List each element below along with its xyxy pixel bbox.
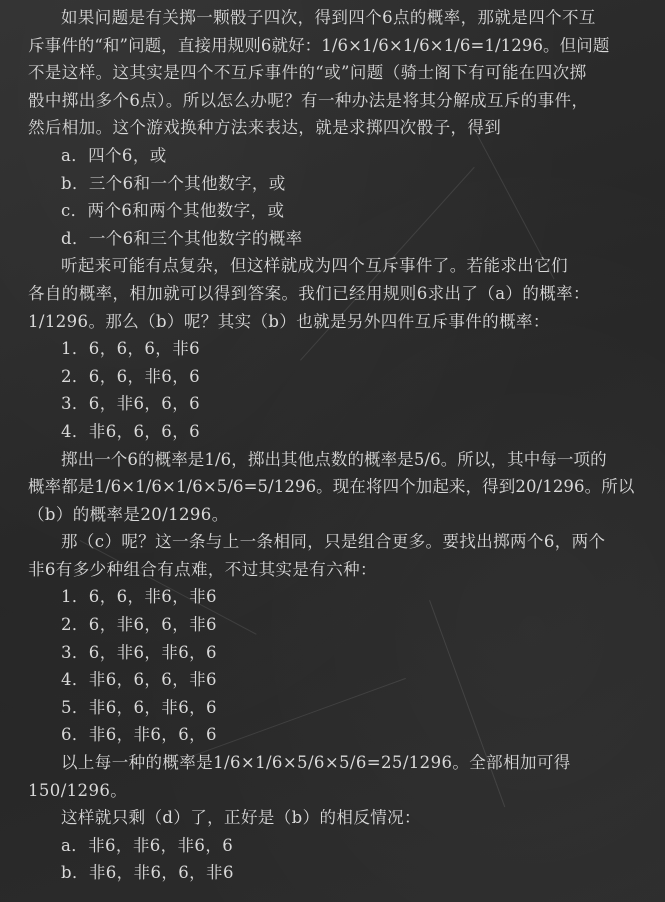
text-line: 150/1296。 [28,780,128,800]
list-item: 3．6，非6，非6，6 [61,642,217,662]
text-line: 概率都是1/6×1/6×1/6×5/6=5/1296。现在将四个加起来，得到20/1296。所以 [28,477,635,497]
text-line: 然后相加。这个游戏换种方法来表达，就是求掷四次骰子，得到 [28,118,502,138]
text-line: 如果问题是有关掷一颗骰子四次，得到四个6点的概率，那就是四个不互 [61,8,596,27]
list-item: 5．非6，6，非6，6 [61,697,217,717]
list-item: 4．非6，6，6，非6 [61,670,217,690]
list-item: a．非6，非6，非6，6 [61,835,234,855]
text-line: 这样就只剩（d）了，正好是（b）的相反情况： [61,808,421,828]
list-item: 2．6，非6，6，非6 [61,615,217,635]
list-item: 1．6，6，非6，非6 [61,587,217,607]
list-item: 3．6，非6，6，6 [61,394,200,414]
list-item: d．一个6和三个其他数字的概率 [61,228,303,248]
list-item: 2．6，6，非6，6 [61,366,200,386]
text-line: 骰中掷出多个6点）。所以怎么办呢？有一种办法是将其分解成互斥的事件， [28,90,589,110]
text-line: 不是这样。这其实是四个不互斥事件的“或”问题（骑士阁下有可能在四次掷 [28,63,587,83]
text-line: 以上每一种的概率是1/6×1/6×5/6×5/6=25/1296。全部相加可得 [61,753,571,773]
text-line: 1/1296。那么（b）呢？其实（b）也就是另外四件互斥事件的概率： [28,311,550,331]
text-line: 那（c）呢？这一条与上一条相同，只是组合更多。要找出掷两个6，两个 [61,532,606,552]
list-item: b．三个6和一个其他数字，或 [61,173,286,193]
list-item: a．四个6，或 [61,145,167,165]
text-line: 掷出一个6的概率是1/6，掷出其他点数的概率是5/6。所以，其中每一项的 [61,449,607,469]
list-item: 4．非6，6，6，6 [61,421,200,441]
text-line: （b）的概率是20/1296。 [28,504,229,524]
text-line: 各自的概率，相加就可以得到答案。我们已经用规则6求出了（a）的概率： [28,283,590,303]
text-line: 听起来可能有点复杂，但这样就成为四个互斥事件了。若能求出它们 [61,256,568,276]
text-line: 非6有多少种组合有点难，不过其实是有六种： [28,559,377,579]
list-item: c．两个6和两个其他数字，或 [61,201,285,221]
list-item: 6．非6，非6，6，6 [61,725,217,745]
document-page [28,4,646,887]
list-item: b．非6，非6，6，非6 [61,863,234,883]
list-item: 1．6，6，6，非6 [61,339,200,359]
text-line: 斥事件的“和”问题，直接用规则6就好：1/6×1/6×1/6×1/6=1/1296。但问题 [28,35,610,55]
